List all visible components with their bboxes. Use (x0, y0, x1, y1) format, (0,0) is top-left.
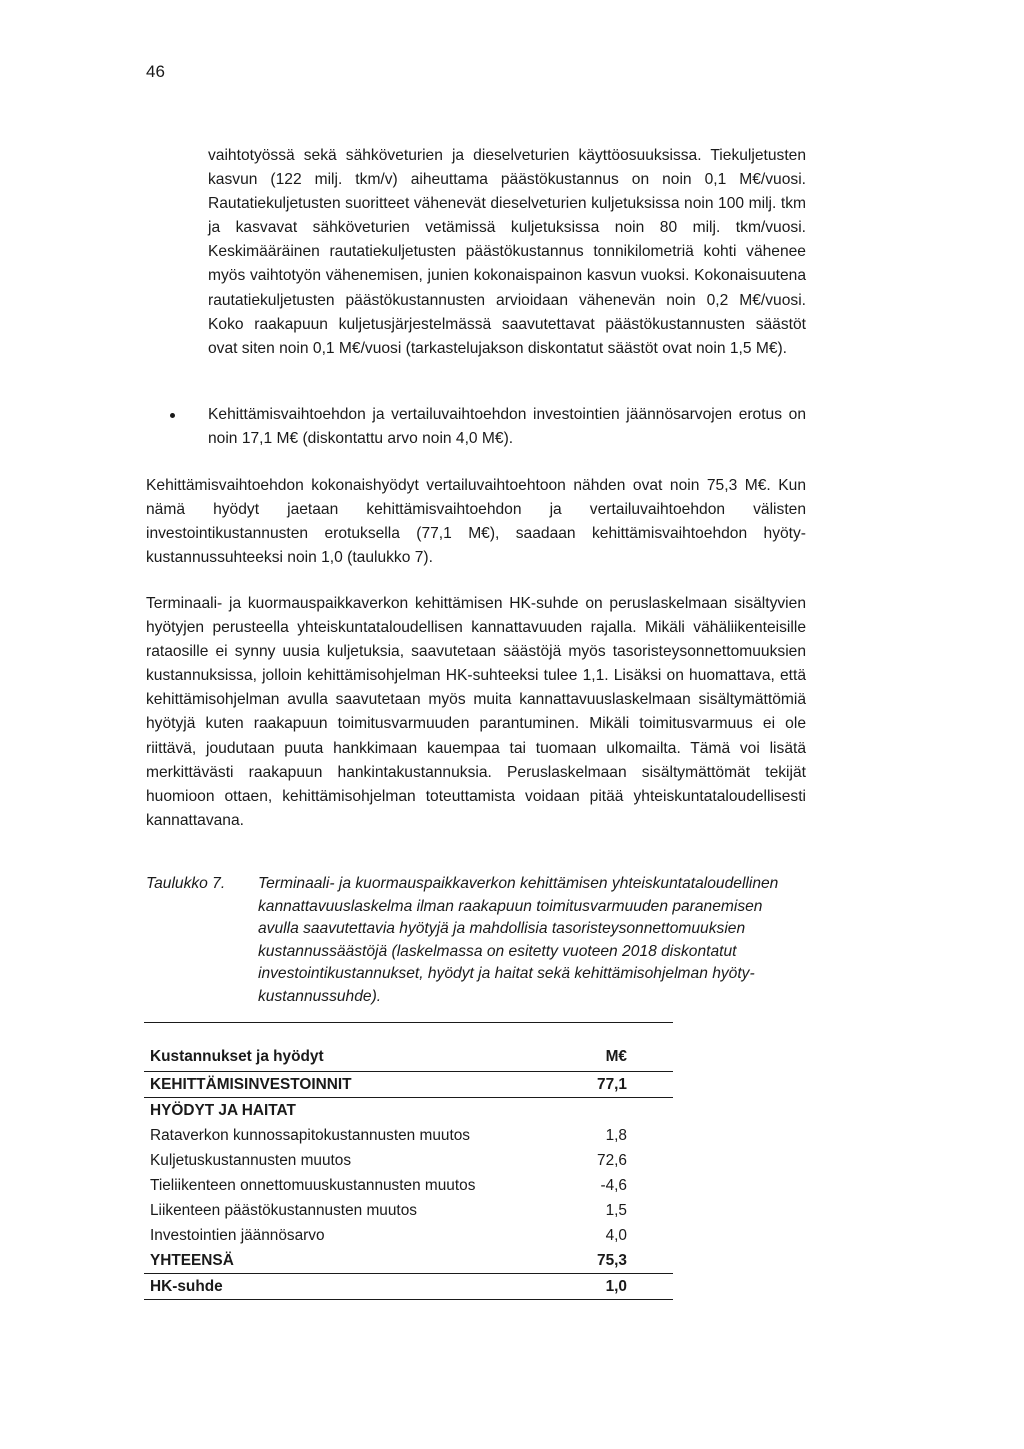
bullet-text: Kehittämisvaihtoehdon ja vertailuvaihtoehdon investointien jäännösarvojen erotus on noin 17,1 M€ (diskontattu arvo noin 4,0 M€). (208, 406, 806, 448)
table-row (144, 1198, 673, 1223)
table-row-investment (144, 1072, 673, 1098)
table-caption-text: Terminaali- ja kuormauspaikkaverkon kehittämisen yhteiskuntataloudellinen kannattavuuslaskelma ilman raakapuun toimitusvarmuuden paranemisen avulla saavutettavia hyötyjä ja mahdollisia tasoristeysonnettomuuksien kustannussäästöjä (laskelmassa on esitetty vuoteen 2018 diskontatut investointikustannukset, hyödyt ja haitat sekä kehittämisohjelman hyöty-kustannussuhde). (258, 875, 779, 1005)
bullet-icon (170, 413, 175, 418)
benefits-paragraph: Kehittämisvaihtoehdon kokonaishyödyt vertailuvaihtoehtoon nähden ovat noin 75,3 M€. Kun nämä hyödyt jaetaan kehittämisvaihtoehdon ja vertailuvaihtoehdon välisten investointikustannusten erotuksella (77,1 M€), saadaan kehittämisvaihtoehdon hyöty-kustannussuhteeksi noin 1,0 (taulukko 7). (146, 477, 806, 567)
benefits-heading: HYÖDYT JA HAITAT (150, 1102, 296, 1119)
row-value: 1,5 (605, 1202, 627, 1219)
intro-paragraph: vaihtotyössä sekä sähköveturien ja dieselveturien käyttöosuuksissa. Tiekuljetusten kasvun (122 milj. tkm/v) aiheuttama päästökustannus on noin 0,1 M€/vuosi. Rautatiekuljetusten suoritteet vähenevät dieselveturien kuljetuksissa noin 100 milj. tkm ja kasvavat sähköveturien vetämissä kuljetuksissa noin 80 milj. tkm/vuosi. Keskimääräinen rautatiekuljetusten päästökustannus tonnikilometriä kohti vähenee myös vaihtotyön vähenemisen, junien kokonaispainon kasvun vuoksi. Kokonaisuutena rautatiekuljetusten päästökustannusten arvioidaan vähenevän noin 0,2 M€/vuosi. Koko raakapuun kuljetusjärjestelmässä saavutettavat päästökustannusten säästöt ovat siten noin 0,1 M€/vuosi (tarkastelujakson diskontatut säästöt ovat noin 1,5 M€). (208, 147, 806, 357)
table-caption-label: Taulukko 7. (146, 875, 226, 892)
row-value: 4,0 (605, 1227, 627, 1244)
table-row (144, 1223, 673, 1248)
table-row-benefits-heading (144, 1098, 673, 1124)
table-header-label: Kustannukset ja hyödyt (144, 1043, 579, 1072)
cost-benefit-table (144, 1022, 673, 1300)
table-header-row (144, 1043, 673, 1072)
total-label: YHTEENSÄ (144, 1248, 579, 1274)
row-label: Investointien jäännösarvo (150, 1227, 325, 1244)
row-value: 72,6 (597, 1152, 627, 1169)
page-number: 46 (146, 62, 165, 81)
ratio-value: 1,0 (579, 1274, 673, 1300)
total-value: 75,3 (579, 1248, 673, 1274)
row-label: Liikenteen päästökustannusten muutos (150, 1202, 417, 1219)
table-top-rule (144, 1022, 673, 1023)
table-row (144, 1123, 673, 1148)
table-header-unit: M€ (579, 1043, 673, 1072)
row-label: Rataverkon kunnossapitokustannusten muutos (150, 1127, 470, 1144)
table-row-total (144, 1248, 673, 1274)
table-row (144, 1173, 673, 1198)
row-value: -4,6 (600, 1177, 627, 1194)
row-value: 1,8 (605, 1127, 627, 1144)
row-label: Tieliikenteen onnettomuuskustannusten muutos (150, 1177, 476, 1194)
row-label: Kuljetuskustannusten muutos (150, 1152, 352, 1169)
table-row (144, 1148, 673, 1173)
ratio-label: HK-suhde (144, 1274, 579, 1300)
table-row-ratio (144, 1274, 673, 1300)
investment-label: KEHITTÄMISINVESTOINNIT (144, 1072, 579, 1098)
ratio-paragraph: Terminaali- ja kuormauspaikkaverkon kehittämisen HK-suhde on peruslaskelmaan sisältyvien hyötyjen perusteella yhteiskuntataloudellisen kannattavuuden rajalla. Mikäli vähäliikenteisille rataosille ei synny uusia kuljetuksia, saavutetaan säästöjä myös tasoristeysonnettomuuksien kustannuksissa, jolloin kehittämisohjelman HK-suhteeksi tulee 1,1. Lisäksi on huomattava, että kehittämisohjelman avulla saavutetaan myös muita kannattavuuslaskelmaan sisältymättömiä hyötyjä kuten raakapuun toimitusvarmuuden parantuminen. Mikäli toimitusvarmuus ei ole riittävä, joudutaan puuta hankkimaan kauempaa tai tuomaan ulkomailta. Tämä voi lisätä merkittävästi raakapuun hankintakustannuksia. Peruslaskelmaan sisältymättömät tekijät huomioon ottaen, kehittämisohjelman toteuttamista voidaan pitää yhteiskuntataloudellisesti kannattavana. (146, 595, 806, 829)
investment-value: 77,1 (579, 1072, 673, 1098)
